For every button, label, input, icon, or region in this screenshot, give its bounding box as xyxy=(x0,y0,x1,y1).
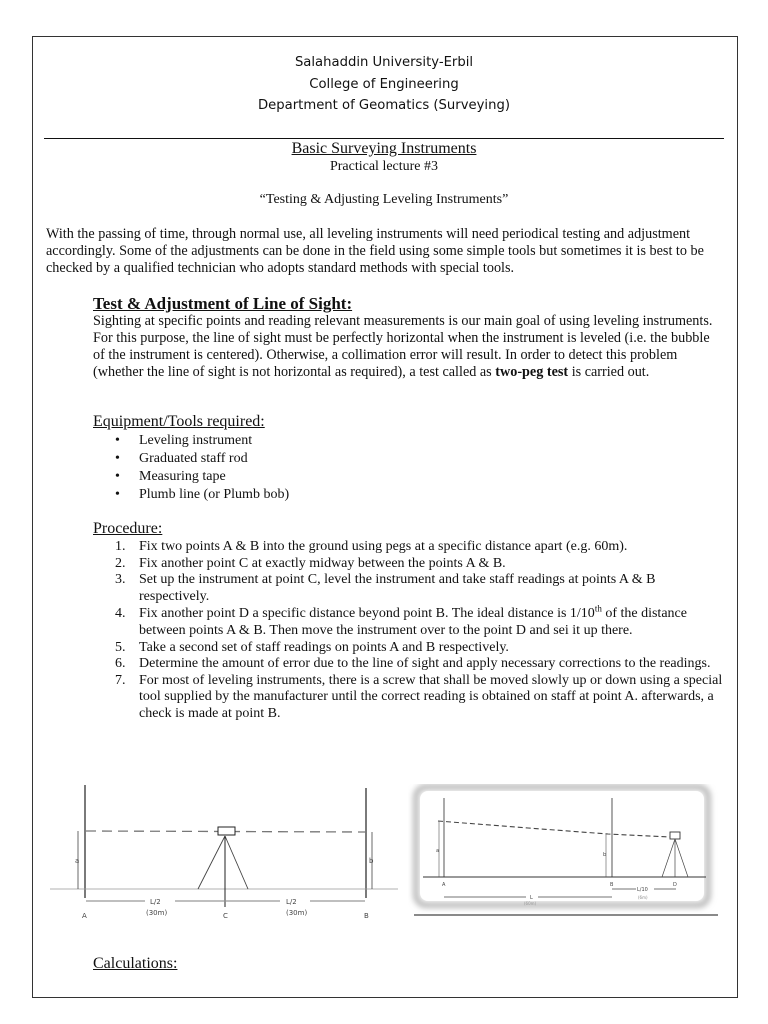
offset-label: L/10 xyxy=(637,887,648,893)
procedure-step: 2. Fix another point C at exactly midway between the points A & B. xyxy=(115,555,506,571)
equipment-heading: Equipment/Tools required: xyxy=(93,413,265,430)
procedure-steps xyxy=(115,539,725,723)
college-name: College of Engineering xyxy=(309,77,459,92)
list-item: • Leveling instrument xyxy=(115,432,289,450)
distance-right-label: (30m) xyxy=(286,909,308,917)
section-heading: Test & Adjustment of Line of Sight: xyxy=(93,294,353,313)
point-d-label: D xyxy=(673,882,677,888)
point-a-label: A xyxy=(82,912,87,920)
reading-a-label: a xyxy=(75,857,80,865)
section-paragraph xyxy=(93,313,723,381)
half-distance-left-label: L/2 xyxy=(150,898,161,906)
procedure-step: 6. Determine the amount of error due to the line of sight and apply necessary corrections to the readings. xyxy=(115,656,711,672)
header-divider xyxy=(44,138,724,139)
span-distance-label: (60m) xyxy=(524,901,537,906)
point-a-label: A xyxy=(442,882,446,888)
procedure-heading: Procedure: xyxy=(93,520,163,537)
list-item: • Plumb line (or Plumb bob) xyxy=(115,486,289,504)
procedure-step: 1. Fix two points A & B into the ground using pegs at a specific distance apart (e.g. 60m). xyxy=(115,539,628,554)
offset-distance-label: (6m) xyxy=(638,895,648,900)
procedure-step: 3. Set up the instrument at point C, level the instrument and take staff readings at points A & B respectively. xyxy=(115,572,656,604)
two-peg-setup-midpoint-diagram xyxy=(50,780,410,925)
point-b-label: B xyxy=(364,912,369,920)
reading-a-label: a xyxy=(436,848,440,854)
two-peg-test-term: two-peg test xyxy=(495,364,569,380)
course-title: Basic Surveying Instruments xyxy=(291,140,477,157)
lecture-topic: “Testing & Adjusting Leveling Instruments” xyxy=(259,192,509,207)
procedure-step: 4. Fix another point D a specific distance beyond point B. The ideal distance is 1/10th of the distance between points A & B. Then move the instrument over to the point D and sei it up there. xyxy=(115,603,687,638)
intro-paragraph: With the passing of time, through normal use, all leveling instruments will need periodical testing and adjustment accordingly. Some of the adjustments can be done in the field using some simple tools but sometimes it is best to be checked by a qualified technician who adopts standard methods with special tools. xyxy=(46,226,704,276)
equipment-list xyxy=(115,432,289,504)
point-c-label: C xyxy=(223,912,228,920)
list-item: • Measuring tape xyxy=(115,468,289,486)
procedure-step: 5. Take a second set of staff readings on points A and B respectively. xyxy=(115,639,509,655)
half-distance-right-label: L/2 xyxy=(286,898,297,906)
list-item: • Graduated staff rod xyxy=(115,450,289,468)
lecture-number: Practical lecture #3 xyxy=(329,159,439,174)
university-name: Salahaddin University-Erbil xyxy=(294,55,474,70)
department-name: Department of Geomatics (Surveying) xyxy=(258,98,510,113)
reading-b-label: b xyxy=(603,852,607,858)
span-label: L xyxy=(530,895,533,901)
reading-b-label: b xyxy=(369,857,374,865)
calculations-heading: Calculations: xyxy=(93,955,178,972)
paragraph-text: Sighting at specific points and reading relevant measurements is our main goal of using leveling instruments. For this purpose, the line of sight must be perfectly horizontal when the instrument is leveled (i.e. the bubble of the instrument is centered). Otherwise, a collimation error will result. In order to detect this problem (whether the line of sight is not horizontal as required), a test called as xyxy=(93,313,713,380)
two-peg-setup-offset-diagram xyxy=(408,784,723,919)
procedure-step: 7. For most of leveling instruments, there is a screw that shall be moved slowly up or down using a special tool supplied by the manufacturer until the correct reading is obtained on staff at point A. afterwards, a check is made at point B. xyxy=(115,672,723,721)
paragraph-text-end: is carried out. xyxy=(568,364,650,380)
point-b-label: B xyxy=(610,882,614,888)
distance-left-label: (30m) xyxy=(146,909,168,917)
